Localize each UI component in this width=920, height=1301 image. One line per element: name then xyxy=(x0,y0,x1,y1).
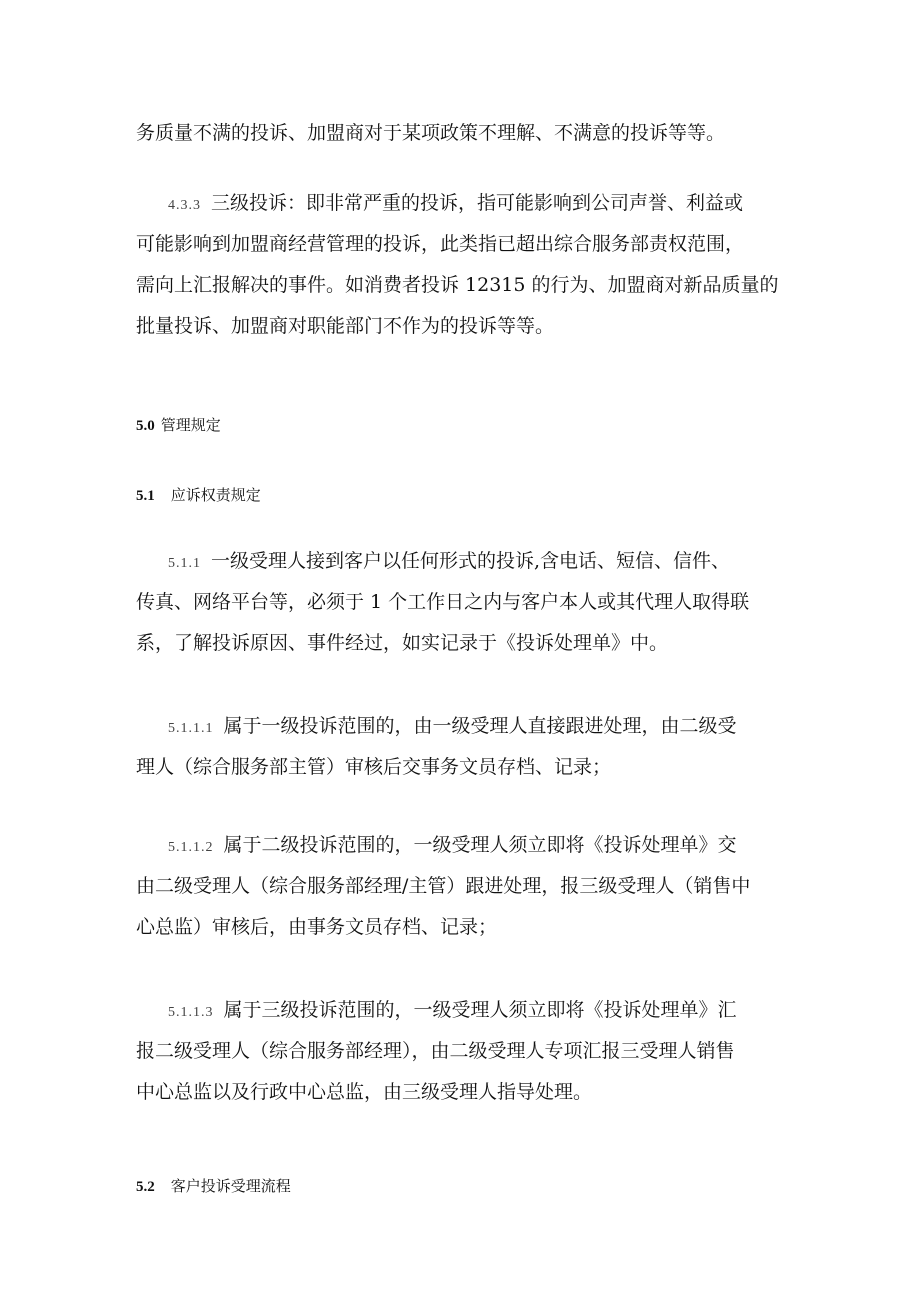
text-line: 批量投诉、加盟商对职能部门不作为的投诉等等。 xyxy=(136,315,555,337)
text-line: 报二级受理人（综合服务部经理），由二级受理人专项汇报三受理人销售 xyxy=(136,1040,735,1062)
text-line: 需向上汇报解决的事件。如消费者投诉 12315 的行为、加盟商对新品质量的 xyxy=(136,274,779,296)
text-line xyxy=(136,183,786,224)
text-run: 三级投诉：即非常严重的投诉，指可能影响到公司声誉、利益或 xyxy=(211,192,744,214)
clause-number: 5.1.1 xyxy=(168,556,201,571)
section-heading-5-1 xyxy=(136,484,261,507)
text-run: 属于三级投诉范围的，一级受理人须立即将《投诉处理单》汇 xyxy=(223,999,737,1021)
text-line: 务质量不满的投诉、加盟商对于某项政策不理解、不满意的投诉等等。 xyxy=(136,122,726,144)
section-title: 管理规定 xyxy=(160,416,221,434)
text-line: 传真、网络平台等，必须于 1 个工作日之内与客户本人或其代理人取得联 xyxy=(136,591,750,613)
text-line: 理人（综合服务部主管）审核后交事务文员存档、记录； xyxy=(136,756,612,778)
paragraph-continuation xyxy=(136,113,786,154)
text-line: 由二级受理人（综合服务部经理/主管）跟进处理，报三级受理人（销售中 xyxy=(136,875,751,897)
section-heading-5-2 xyxy=(136,1175,291,1198)
section-number: 5.2 xyxy=(136,1179,155,1195)
paragraph-5-1-1 xyxy=(136,541,786,664)
text-line: 系，了解投诉原因、事件经过，如实记录于《投诉处理单》中。 xyxy=(136,632,669,654)
clause-number: 5.1.1.2 xyxy=(168,840,214,855)
text-line xyxy=(136,541,786,582)
section-number: 5.1 xyxy=(136,488,155,504)
paragraph-5-1-1-2 xyxy=(136,825,786,948)
paragraph-5-1-1-3 xyxy=(136,990,786,1113)
text-run: 属于一级投诉范围的，由一级受理人直接跟进处理，由二级受 xyxy=(223,715,737,737)
text-line: 可能影响到加盟商经营管理的投诉，此类指已超出综合服务部责权范围， xyxy=(136,233,745,255)
text-run: 一级受理人接到客户以任何形式的投诉,含电话、短信、信件、 xyxy=(211,550,731,572)
section-heading-5-0 xyxy=(136,414,221,437)
text-line xyxy=(136,825,786,866)
paragraph-5-1-1-1 xyxy=(136,706,786,788)
paragraph-4-3-3 xyxy=(136,183,786,347)
text-run: 属于二级投诉范围的，一级受理人须立即将《投诉处理单》交 xyxy=(223,834,737,856)
clause-number: 5.1.1.3 xyxy=(168,1005,214,1020)
section-title: 客户投诉受理流程 xyxy=(170,1177,291,1195)
clause-number: 5.1.1.1 xyxy=(168,721,214,736)
section-title: 应诉权责规定 xyxy=(170,486,261,504)
text-line: 中心总监以及行政中心总监，由三级受理人指导处理。 xyxy=(136,1081,593,1103)
text-line: 心总监）审核后，由事务文员存档、记录； xyxy=(136,916,498,938)
section-number: 5.0 xyxy=(136,418,155,434)
clause-number: 4.3.3 xyxy=(168,198,201,213)
text-line xyxy=(136,990,786,1031)
text-line xyxy=(136,706,786,747)
